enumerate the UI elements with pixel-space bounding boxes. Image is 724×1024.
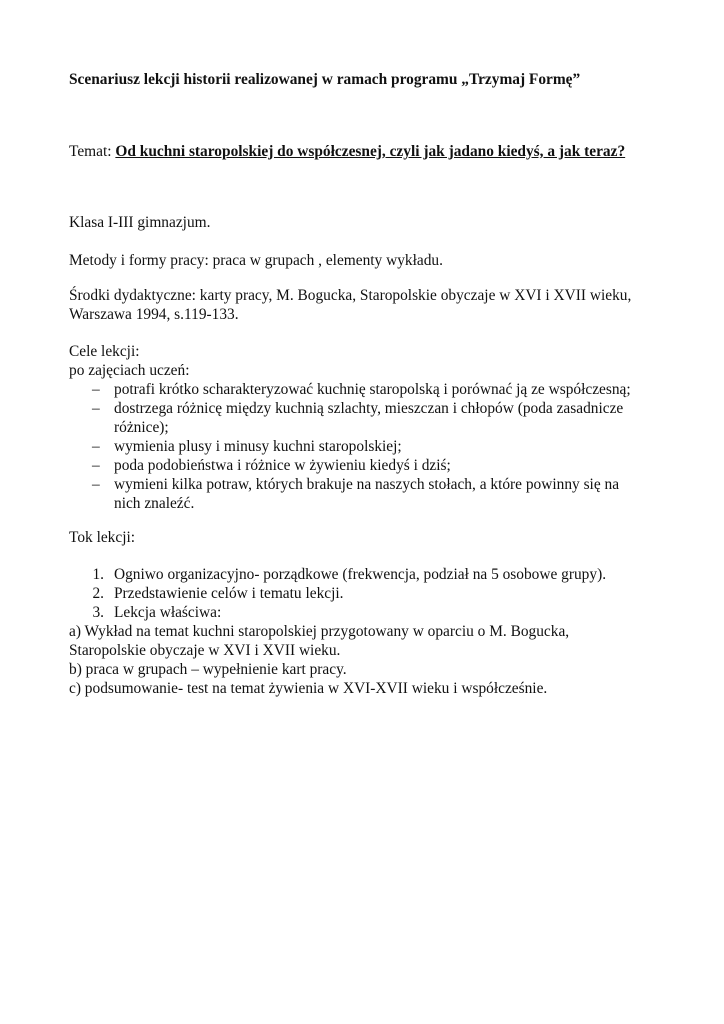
methods-line: Metody i formy pracy: praca w grupach , elementy wykładu. — [69, 252, 443, 269]
goal-item: wymieni kilka potraw, których brakuje na naszych stołach, a które powinny się na — [114, 476, 620, 493]
topic-line — [69, 142, 625, 161]
step-number: 2. — [92, 585, 104, 602]
goals-intro: po zajęciach uczeń: — [69, 362, 190, 379]
bullet-dash: – — [92, 381, 100, 398]
document-heading: Scenariusz lekcji historii realizowanej w ramach programu „Trzymaj Formę” — [69, 71, 581, 88]
goal-item: wymienia plusy i minusy kuchni staropolskiej; — [114, 438, 402, 455]
bullet-dash: – — [92, 400, 100, 417]
step-number: 1. — [92, 566, 104, 583]
goal-item-continuation: różnice); — [114, 419, 169, 436]
sub-item-b: b) praca w grupach – wypełnienie kart pracy. — [69, 661, 347, 678]
goal-item: potrafi krótko scharakteryzować kuchnię staropolską i porównać ją ze współczesną; — [114, 381, 631, 398]
bullet-dash: – — [92, 476, 100, 493]
class-line: Klasa I-III gimnazjum. — [69, 214, 211, 231]
bullet-dash: – — [92, 457, 100, 474]
topic-value: Od kuchni staropolskiej do współczesnej, czyli jak jadano kiedyś, a jak teraz? — [115, 143, 626, 160]
resources-line-2: Warszawa 1994, s.119-133. — [69, 306, 239, 323]
resources-line-1: Środki dydaktyczne: karty pracy, M. Bogucka, Staropolskie obyczaje w XVI i XVII wieku, — [69, 287, 632, 304]
goal-item: dostrzega różnicę między kuchnią szlachty, mieszczan i chłopów (poda zasadnicze — [114, 400, 624, 417]
step-item: Przedstawienie celów i tematu lekcji. — [114, 585, 344, 602]
topic-label: Temat: — [69, 143, 112, 160]
bullet-dash: – — [92, 438, 100, 455]
sub-item-c: c) podsumowanie- test na temat żywienia w XVI-XVII wieku i współcześnie. — [69, 680, 548, 697]
steps-title: Tok lekcji: — [69, 529, 136, 546]
step-item: Lekcja właściwa: — [114, 604, 222, 621]
goals-title: Cele lekcji: — [69, 343, 140, 360]
step-number: 3. — [92, 604, 104, 621]
goal-item: poda podobieństwa i różnice w żywieniu kiedyś i dziś; — [114, 457, 451, 474]
step-item: Ogniwo organizacyjno- porządkowe (frekwencja, podział na 5 osobowe grupy). — [114, 566, 607, 583]
sub-item-a-continuation: Staropolskie obyczaje w XVI i XVII wieku. — [69, 642, 341, 659]
goal-item-continuation: nich znaleźć. — [114, 495, 195, 512]
sub-item-a: a) Wykład na temat kuchni staropolskiej przygotowany w oparciu o M. Bogucka, — [69, 623, 570, 640]
